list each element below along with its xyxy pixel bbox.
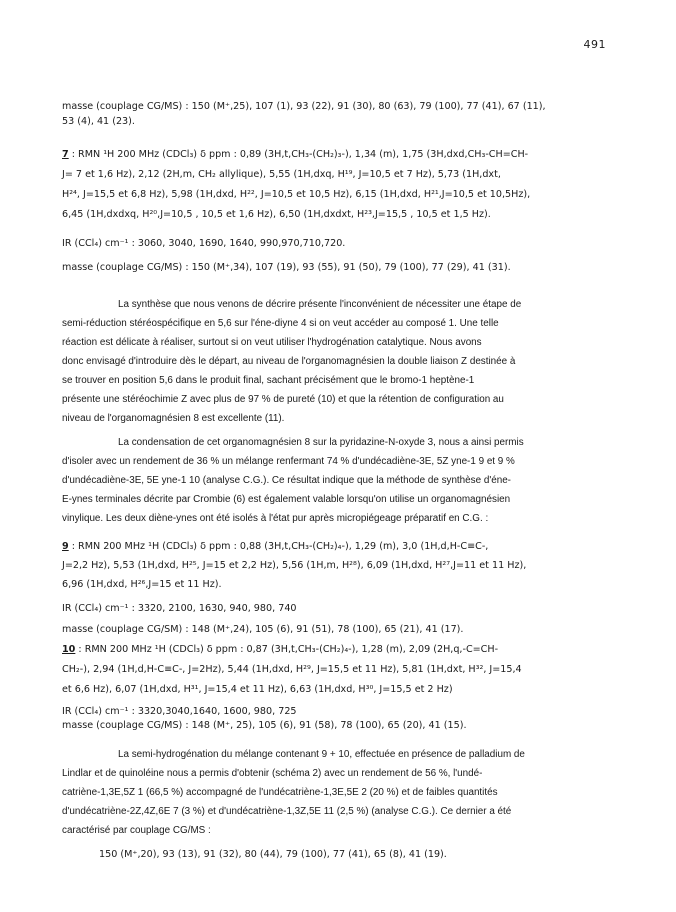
text-span: : RMN 200 MHz ¹H (CDCl₃) δ ppm : 0,87 (3H,t,CH₃-(CH₂)₄-), 1,28 (m), 2,09 (2H,q,-C=CH- — [78, 644, 499, 655]
ir-line: IR (CCl₄) cm⁻¹ : 3320,3040,1640, 1600, 980, 725 — [62, 706, 297, 717]
compound-7-nmr-line — [62, 148, 528, 162]
text-line: H²⁴, J=15,5 et 6,8 Hz), 5,98 (1H,dxd, H²², J=10,5 et 10,5 Hz), 6,15 (1H,dxd, H²¹,J=10,5 et 10,5Hz), — [62, 189, 531, 200]
text-line: 6,45 (1H,dxdxq, H²⁰,J=10,5 , 10,5 et 1,6 Hz), 6,50 (1H,dxdxt, H²³,J=15,5 , 10,5 et 1,5 Hz). — [62, 209, 491, 220]
text-line: et 6,6 Hz), 6,07 (1H,dxd, H³¹, J=15,4 et 11 Hz), 6,63 (1H,dxd, H³⁰, J=15,5 et 2 Hz) — [62, 684, 453, 695]
paragraph-line: se trouver en position 5,6 dans le produit final, sachant précisément que le bromo-1 heptène-1 — [62, 375, 475, 386]
paragraph-line: caractérisé par couplage CG/MS : — [62, 825, 211, 836]
paragraph-line: d'undécadiène-3E, 5E yne-1 10 (analyse C.G.). Ce résultat indique que la méthode de synthèse d'éne- — [62, 475, 511, 486]
paragraph-line: La synthèse que nous venons de décrire présente l'inconvénient de nécessiter une étape de — [118, 299, 522, 310]
ms-line: masse (couplage CG/SM) : 148 (M⁺,24), 105 (6), 91 (51), 78 (100), 65 (21), 41 (17). — [62, 624, 464, 635]
paragraph-line: vinylique. Les deux diène-ynes ont été isolés à l'état pur après micropiégeage préparatif en C.G. : — [62, 513, 489, 524]
ir-line: IR (CCl₄) cm⁻¹ : 3060, 3040, 1690, 1640, 990,970,710,720. — [62, 238, 346, 249]
text-line: 6,96 (1H,dxd, H²⁶,J=15 et 11 Hz). — [62, 579, 222, 590]
compound-10-nmr-line — [62, 643, 498, 657]
compound-label: 9 — [62, 541, 69, 552]
final-ms-line: 150 (M⁺,20), 93 (13), 91 (32), 80 (44), 79 (100), 77 (41), 65 (8), 41 (19). — [99, 849, 447, 860]
paragraph-line: réaction est délicate à réaliser, surtout si on veut utiliser l'hydrogénation catalytique. Nous avons — [62, 337, 482, 348]
ir-line: IR (CCl₄) cm⁻¹ : 3320, 2100, 1630, 940, 980, 740 — [62, 603, 297, 614]
compound-9-nmr-line — [62, 540, 488, 554]
text-span: : RMN ¹H 200 MHz (CDCl₃) δ ppm : 0,89 (3H,t,CH₃-(CH₂)₃-), 1,34 (m), 1,75 (3H,dxd,CH₃-CH=CH- — [71, 149, 529, 160]
paragraph-line: La condensation de cet organomagnésien 8 sur la pyridazine-N-oxyde 3, nous a ainsi permis — [118, 437, 524, 448]
text-line: J=2,2 Hz), 5,53 (1H,dxd, H²⁵, J=15 et 2,2 Hz), 5,56 (1H,m, H²⁸), 6,09 (1H,dxd, H²⁷,J=11 et 11 Hz), — [62, 560, 527, 571]
paragraph-line: E-ynes terminales décrite par Crombie (6) est également valable lorsqu'on utilise un organomagnésien — [62, 494, 511, 505]
text-span: : RMN 200 MHz ¹H (CDCl₃) δ ppm : 0,88 (3H,t,CH₃-(CH₂)₄-), 1,29 (m), 3,0 (1H,d,H-C≡C-, — [71, 541, 489, 552]
text-line: masse (couplage CG/MS) : 150 (M⁺,25), 107 (1), 93 (22), 91 (30), 80 (63), 79 (100), 77 (41), 67 (11), — [62, 101, 546, 112]
text-line: 53 (4), 41 (23). — [62, 116, 135, 127]
paragraph-line: d'isoler avec un rendement de 36 % un mélange renfermant 74 % d'undécadiène-3E, 5Z yne-1 9 et 9 % — [62, 456, 515, 467]
paragraph-line: Lindlar et de quinoléine nous a permis d'obtenir (schéma 2) avec un rendement de 56 %, l'undé- — [62, 768, 483, 779]
paragraph-line: d'undécatriène-2Z,4Z,6E 7 (3 %) et d'undécatriène-1,3Z,5E 11 (2,5 %) (analyse C.G.). Ce dernier a été — [62, 806, 512, 817]
compound-label: 7 — [62, 149, 69, 160]
ms-line: masse (couplage CG/MS) : 148 (M⁺, 25), 105 (6), 91 (58), 78 (100), 65 (20), 41 (15). — [62, 720, 467, 731]
paragraph-line: catriène-1,3E,5Z 1 (66,5 %) accompagné de l'undécatriène-1,3E,5E 2 (20 %) et de faibles quantités — [62, 787, 498, 798]
text-line: J= 7 et 1,6 Hz), 2,12 (2H,m, CH₂ allylique), 5,55 (1H,dxq, H¹⁹, J=10,5 et 7 Hz), 5,73 (1H,dxt, — [62, 169, 501, 180]
paragraph-line: présente une stéréochimie Z avec plus de 97 % de pureté (10) et que la rétention de configuration au — [62, 394, 504, 405]
paragraph-line: donc envisagé d'introduire dès le départ, au niveau de l'organomagnésien la double liaison Z destinée à — [62, 356, 516, 367]
compound-label: 10 — [62, 644, 76, 655]
paragraph-line: niveau de l'organomagnésien 8 est excellente (11). — [62, 413, 285, 424]
paragraph-line: semi-réduction stéréospécifique en 5,6 sur l'éne-diyne 4 si on veut accéder au composé 1. Une telle — [62, 318, 499, 329]
text-line: CH₂-), 2,94 (1H,d,H-C≡C-, J=2Hz), 5,44 (1H,dxd, H²⁹, J=15,5 et 11 Hz), 5,81 (1H,dxt, H³², J=15,4 — [62, 664, 522, 675]
page-number: 491 — [583, 38, 606, 51]
ms-line: masse (couplage CG/MS) : 150 (M⁺,34), 107 (19), 93 (55), 91 (50), 79 (100), 77 (29), 41 (31). — [62, 262, 511, 273]
paragraph-line: La semi-hydrogénation du mélange contenant 9 + 10, effectuée en présence de palladium de — [118, 749, 525, 760]
